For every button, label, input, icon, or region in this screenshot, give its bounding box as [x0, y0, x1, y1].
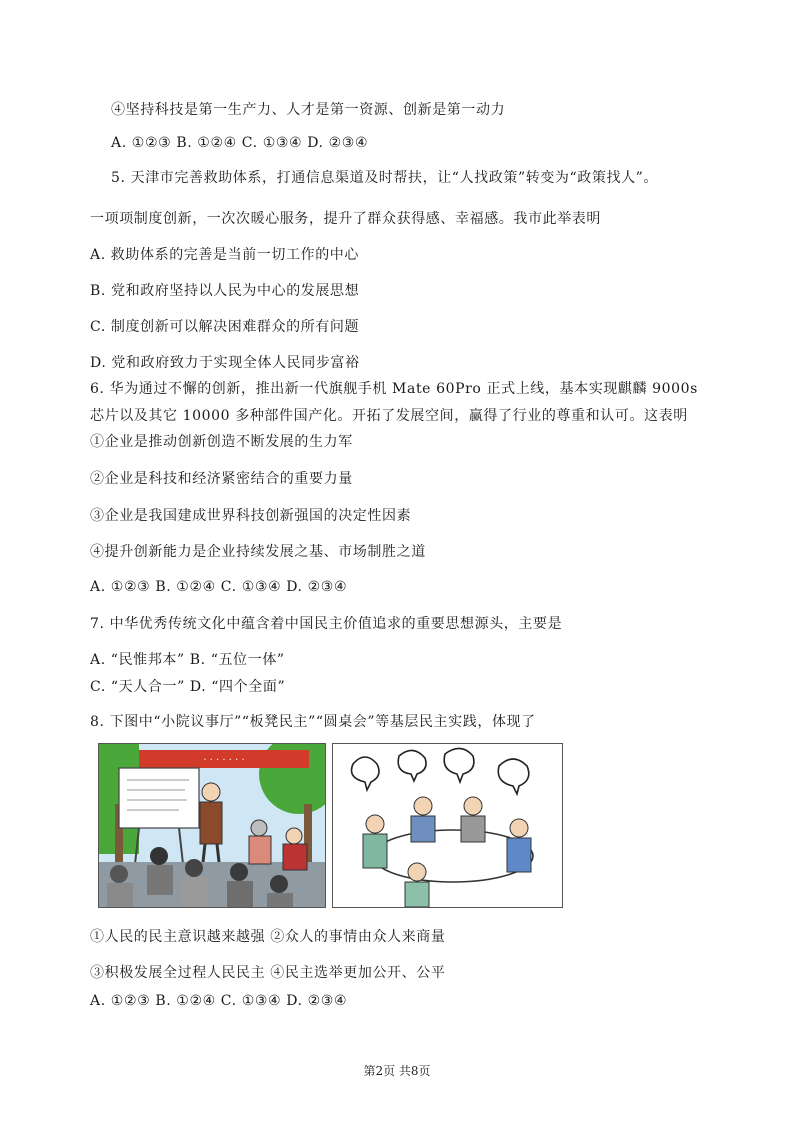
question-6-stem: 6. 华为通过不懈的创新，推出新一代旗舰手机 Mate 60Pro 正式上线，基本实现麒麟 9000s — [90, 381, 698, 397]
q7-options-ab: A. “民惟邦本” B. “五位一体” — [90, 652, 285, 668]
q8-statements-34: ③积极发展全过程人民民主 ④民主选举更加公开、公平 — [90, 965, 446, 981]
option-4-line: ④坚持科技是第一生产力、人才是第一资源、创新是第一动力 — [111, 102, 506, 118]
question-6-stem-cont: 芯片以及其它 10000 多种部件国产化。开拓了发展空间，赢得了行业的尊重和认可。这表明 — [90, 408, 688, 424]
q5-option-a: A. 救助体系的完善是当前一切工作的中心 — [90, 247, 360, 263]
courtyard-meeting-drawing — [99, 744, 325, 907]
answer-choices-q4: A. ①②③ B. ①②④ C. ①③④ D. ②③④ — [111, 135, 369, 151]
answer-choices-q8: A. ①②③ B. ①②④ C. ①③④ D. ②③④ — [90, 993, 348, 1009]
q8-statements-12: ①人民的民主意识越来越强 ②众人的事情由众人来商量 — [90, 929, 446, 945]
round-table-drawing — [333, 744, 562, 907]
question-5-stem: 5. 天津市完善救助体系，打通信息渠道及时帮扶，让“人找政策”转变为“政策找人”。 — [111, 170, 659, 186]
svg-text:· · · · · · ·: · · · · · · · — [203, 755, 245, 766]
answer-choices-q6: A. ①②③ B. ①②④ C. ①③④ D. ②③④ — [90, 579, 348, 595]
q6-statement-3: ③企业是我国建成世界科技创新强国的决定性因素 — [90, 508, 412, 524]
q6-statement-4: ④提升创新能力是企业持续发展之基、市场制胜之道 — [90, 544, 426, 560]
round-table-illustration — [332, 743, 563, 908]
q5-option-d: D. 党和政府致力于实现全体人民同步富裕 — [90, 355, 360, 371]
question-7-stem: 7. 中华优秀传统文化中蕴含着中国民主价值追求的重要思想源头，主要是 — [90, 616, 563, 632]
q7-options-cd: C. “天人合一” D. “四个全面” — [90, 679, 286, 695]
question-5-stem-cont: 一项项制度创新，一次次暖心服务，提升了群众获得感、幸福感。我市此举表明 — [90, 211, 601, 227]
question-8-stem: 8. 下图中“小院议事厅”“板凳民主”“圆桌会”等基层民主实践，体现了 — [90, 714, 536, 730]
courtyard-meeting-illustration — [98, 743, 326, 908]
q6-statement-2: ②企业是科技和经济紧密结合的重要力量 — [90, 471, 353, 487]
q5-option-b: B. 党和政府坚持以人民为中心的发展思想 — [90, 283, 360, 299]
q5-option-c: C. 制度创新可以解决困难群众的所有问题 — [90, 319, 360, 335]
page-number-footer: 第2页 共8页 — [363, 1064, 431, 1078]
q6-statement-1: ①企业是推动创新创造不断发展的生力军 — [90, 434, 353, 450]
